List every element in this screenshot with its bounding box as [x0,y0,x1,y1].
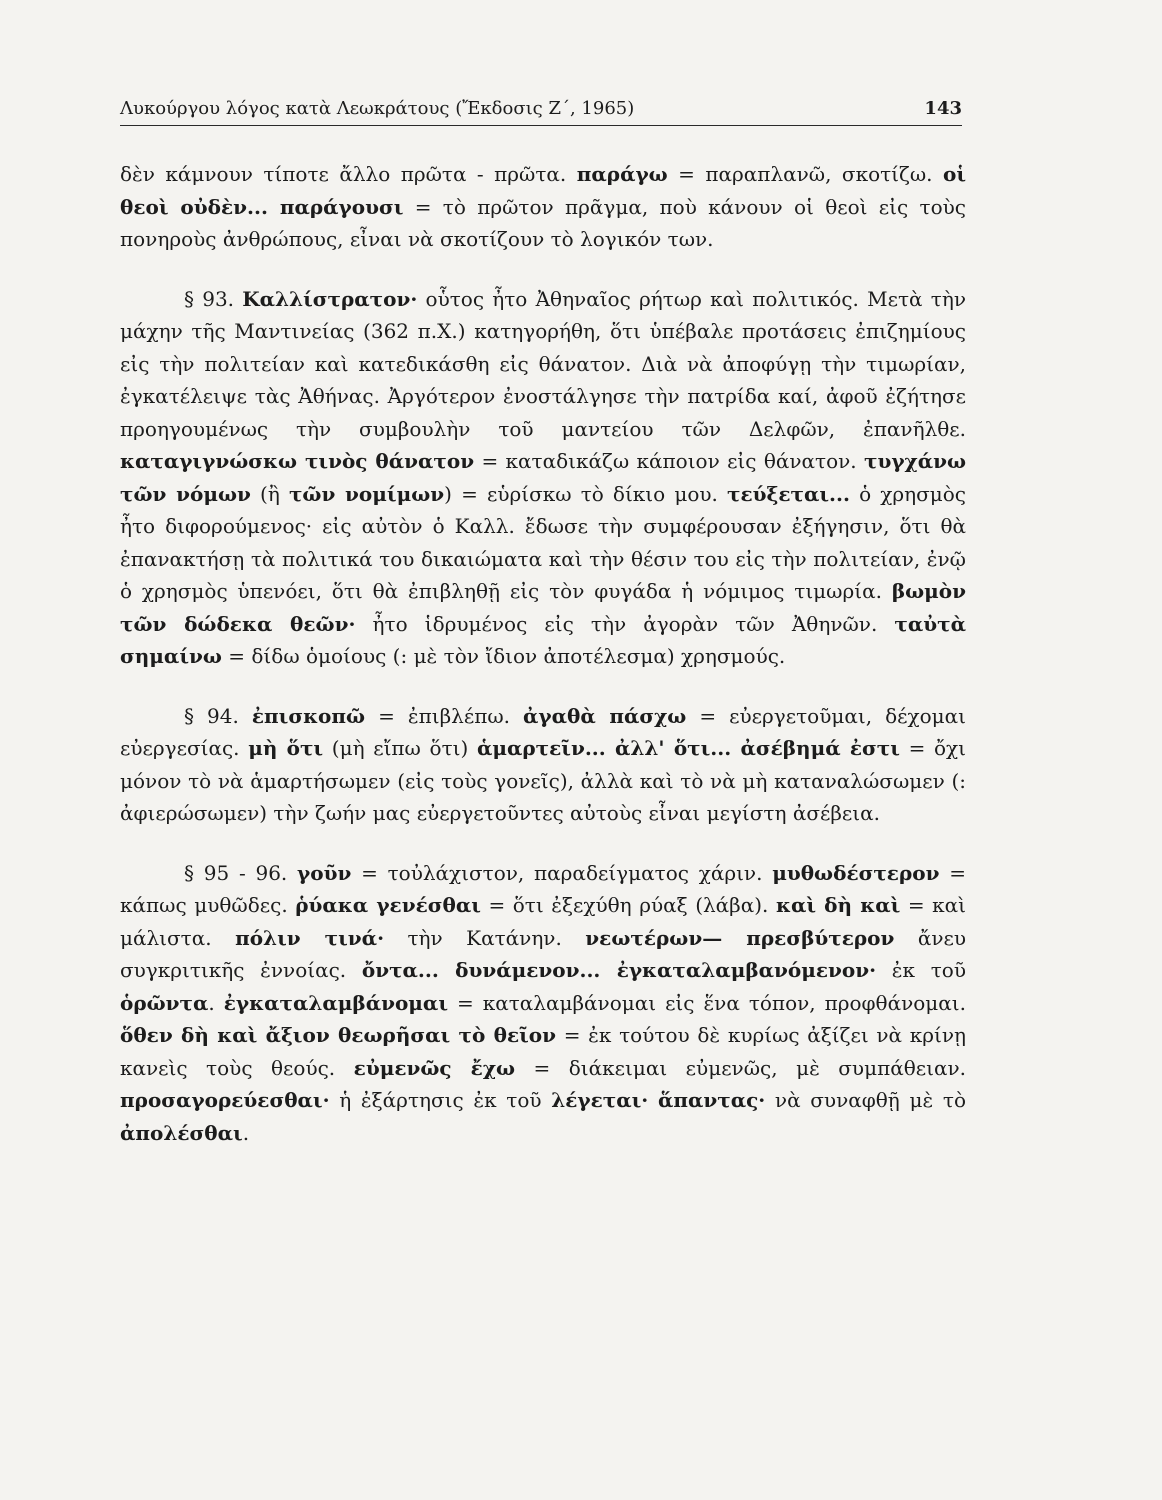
headword: ὁρῶντα [120,990,209,1015]
text-run: = διάκειμαι εὐμενῶς, μὲ συμπάθειαν. [515,1055,967,1080]
text-run: . [242,1120,250,1145]
text-run: = παραπλανῶ, σκοτίζω. [667,162,943,186]
paragraph [120,700,966,830]
headword: νεωτέρων— πρεσβύτερον [585,925,895,950]
text-run: = ὅτι ἐξεχύθη ρύαξ (λάβα). [480,893,776,917]
page-number: 143 [924,98,962,119]
headword: ταὐτὰ σημαίνω [120,611,966,668]
headword: τυγχάνω τῶν νόμων [120,449,967,506]
text-run: § 94. [184,703,252,728]
headword: ῥύακα γενέσθαι [295,893,481,917]
text-run: ἐκ τοῦ [876,958,966,982]
headword: οἱ θεοὶ οὐδὲν... παράγουσι [120,162,967,219]
text-run: ὁ χρησμὸς ἦτο διφορούμενος· εἰς αὐτὸν ὁ Καλλ. ἔδωσε τὴν συμφέρουσαν ἐξήγησιν, ὅτι θὰ ἐπανακτήσῃ τὰ πολιτικά του δικαιώματα καὶ τὴν θέσιν του εἰς τὴν πολιτείαν, ἐνῷ ὁ χρησμὸς ὑπενόει, ὅτι θὰ ἐπιβληθῇ εἰς τὸν φυγάδα ἡ νόμιμος τιμωρία. [120,481,966,603]
text-run: τὴν Κατάνην. [384,925,586,950]
text-run: οὗτος ἦτο Ἀθηναῖος ρήτωρ καὶ πολιτικός. Μετὰ τὴν μάχην τῆς Μαντινείας (362 π.Χ.) κατηγορήθη, ὅτι ὑπέβαλε προτάσεις ἐπιζημίους εἰς τὴν πολιτείαν καὶ κατεδικάσθη εἰς θάνατον. Διὰ νὰ ἀποφύγῃ τὴν τιμωρίαν, ἐγκατέλειψε τὰς Ἀθήνας. Ἀργότερον ἐνοστάλγησε τὴν πατρίδα καί, ἀφοῦ ἐζήτησε προηγουμένως τὴν συμβουλὴν τοῦ μαντείου τῶν Δελφῶν, ἐπανῆλθε. [120,286,966,441]
text-run: = ἐκ τούτου δὲ κυρίως ἀξίζει νὰ κρίνῃ κανεὶς τοὺς θεούς. [120,1023,966,1080]
headword: Καλλίστρατον· [242,286,418,311]
headword: ἁμαρτεῖν... ἀλλ' ὅτι... ἀσέβημά ἐστι [476,736,900,760]
paragraph [120,283,966,673]
headword: ἀπολέσθαι [120,1120,243,1145]
text-run [648,1088,658,1112]
paragraph [120,158,966,256]
headword: ὄντα... δυνάμενον... ἐγκαταλαμβανόμενον· [361,958,877,982]
headword: παράγω [576,162,668,186]
headword: λέγεται· [551,1088,649,1112]
header-title: Λυκούργου λόγος κατὰ Λεωκράτους (Ἔκδοσις Ζ΄, 1965) [120,98,635,119]
text-run: = δίδω ὁμοίους (: μὲ τὸν ἴδιον ἀποτέλεσμα) χρησμούς. [221,644,786,668]
body-text [120,158,966,1176]
headword: καταγιγνώσκω τινὸς θάνατον [120,449,475,473]
headword: ἅπαντας· [657,1088,766,1112]
text-run: ἡ ἐξάρτησις ἐκ τοῦ [329,1088,552,1112]
headword: μὴ ὅτι [248,736,324,760]
headword: καὶ δὴ καὶ [775,893,901,917]
paragraph [120,857,966,1150]
text-run: = τὸ πρῶτον πρᾶγμα, ποὺ κάνουν οἱ θεοὶ εἰς τοὺς πονηροὺς ἀνθρώπους, εἶναι νὰ σκοτίζουν τὸ λογικόν των. [120,194,966,251]
text-run: = καὶ μάλιστα. [120,893,966,950]
text-run: δὲν κάμνουν τίποτε ἄλλο πρῶτα - πρῶτα. [120,162,577,186]
text-run: § 95 - 96. [184,860,298,885]
text-run: . [208,990,224,1015]
text-run: = ὄχι μόνον τὸ νὰ ἁμαρτήσωμεν (εἰς τοὺς γονεῖς), ἀλλὰ καὶ τὸ νὰ μὴ καταναλώσωμεν (: ἀφιερώσωμεν) τὴν ζωήν μας εὐεργετοῦντες αὐτοὺς εἶναι μεγίστη ἀσέβεια. [120,736,967,825]
text-run: ) = εὑρίσκω τὸ δίκιο μου. [444,481,728,506]
headword: προσαγορεύεσθαι· [120,1088,330,1112]
text-run: = τοὐλάχιστον, παραδείγματος χάριν. [351,860,773,885]
headword: ἐγκαταλαμβάνομαι [223,990,449,1015]
headword: τεύξεται... [727,481,850,506]
headword: μυθωδέστερον [772,860,940,885]
text-run: = εὐεργετοῦμαι, δέχομαι εὐεργεσίας. [120,703,966,760]
text-run: ἦτο ἱδρυμένος εἰς τὴν ἀγορὰν τῶν Ἀθηνῶν. [355,611,895,636]
headword: βωμὸν τῶν δώδεκα θεῶν· [120,579,966,636]
headword: πόλιν τινά· [235,925,385,950]
text-run: νὰ συναφθῇ μὲ τὸ [765,1088,966,1112]
text-run: = καταλαμβάνομαι εἰς ἕνα τόπον, προφθάνομαι. [448,990,967,1015]
text-run: = ἐπιβλέπω. [365,703,524,728]
headword: ἐπισκοπῶ [251,703,366,728]
headword: ἀγαθὰ πάσχω [523,703,687,728]
headword: τῶν νομίμων [288,481,445,506]
text-run: = κάπως μυθῶδες. [120,860,966,917]
text-run: (μὴ εἴπω ὅτι) [323,736,477,760]
running-header [120,98,962,126]
text-run: ἄνευ συγκριτικῆς ἐννοίας. [120,925,967,982]
headword: ὅθεν δὴ καὶ ἄξιον θεωρῆσαι τὸ θεῖον [120,1023,557,1047]
text-run: (ἢ [250,481,289,506]
text-run: § 93. [184,286,243,311]
headword: εὐμενῶς ἔχω [353,1055,516,1080]
text-run: = καταδικάζω κάποιον εἰς θάνατον. [474,449,864,473]
headword: γοῦν [297,860,352,885]
